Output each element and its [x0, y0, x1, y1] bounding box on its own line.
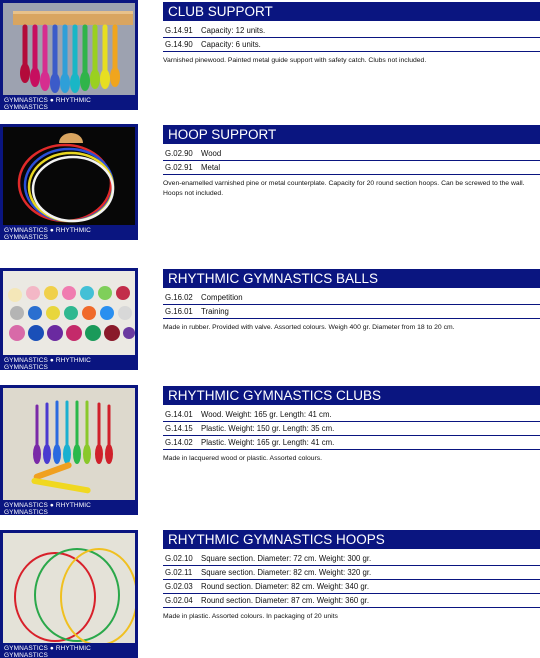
product-code: G.16.01	[165, 307, 193, 316]
product-photo	[0, 385, 138, 515]
code-row	[163, 161, 540, 175]
product-photo	[0, 0, 138, 110]
product-spec: Wood. Weight: 165 gr. Length: 41 cm.	[201, 410, 332, 419]
product-code: G.14.02	[165, 438, 193, 447]
photo-caption: GYMNASTICS ● RHYTHMIC GYMNASTICS	[1, 500, 137, 514]
code-row	[163, 594, 540, 608]
product-spec: Wood	[201, 149, 222, 158]
code-row	[163, 305, 540, 319]
product-spec: Metal	[201, 163, 221, 172]
photo-caption: GYMNASTICS ● RHYTHMIC GYMNASTICS	[1, 643, 137, 657]
product-code: G.02.90	[165, 149, 193, 158]
hoops-image	[3, 533, 135, 645]
section-title: RHYTHMIC GYMNASTICS BALLS	[163, 269, 540, 288]
product-description: Made in lacquered wood or plastic. Assorted colours.	[163, 455, 323, 462]
product-description: Varnished pinewood. Painted metal guide support with safety catch. Clubs not included.	[163, 57, 427, 64]
code-table	[163, 147, 540, 175]
code-row	[163, 147, 540, 161]
product-spec: Training	[201, 307, 229, 316]
code-table	[163, 408, 540, 450]
product-spec: Square section. Diameter: 72 cm. Weight: 300 gr.	[201, 554, 372, 563]
product-code: G.16.02	[165, 293, 193, 302]
clubs-image	[3, 388, 135, 502]
product-spec: Capacity: 12 units.	[201, 26, 266, 35]
product-spec: Plastic. Weight: 150 gr. Length: 35 cm.	[201, 424, 335, 433]
photo-caption: GYMNASTICS ● RHYTHMIC GYMNASTICS	[1, 355, 137, 369]
code-table	[163, 291, 540, 319]
product-code: G.14.90	[165, 40, 193, 49]
section-title: HOOP SUPPORT	[163, 125, 540, 144]
section-title: CLUB SUPPORT	[163, 2, 540, 21]
product-description: Oven-enamelled varnished pine or metal counterplate. Capacity for 20 round section hoops. Can be screwed to the wall. Hoops not included.	[163, 180, 525, 197]
photo-caption: GYMNASTICS ● RHYTHMIC GYMNASTICS	[1, 95, 137, 109]
photo-caption: GYMNASTICS ● RHYTHMIC GYMNASTICS	[1, 225, 137, 239]
product-code: G.02.11	[165, 568, 193, 577]
section-title: RHYTHMIC GYMNASTICS CLUBS	[163, 386, 540, 405]
code-row	[163, 422, 540, 436]
product-photo	[0, 124, 138, 240]
code-row	[163, 580, 540, 594]
product-code: G.14.15	[165, 424, 193, 433]
product-description: Made in rubber. Provided with valve. Assorted colours. Weigh 400 gr. Diameter from 18 to 20 cm.	[163, 324, 455, 331]
code-row	[163, 24, 540, 38]
product-photo	[0, 268, 138, 370]
product-code: G.02.03	[165, 582, 193, 591]
product-code: G.02.91	[165, 163, 193, 172]
product-photo	[0, 530, 138, 658]
code-row	[163, 408, 540, 422]
section-title: RHYTHMIC GYMNASTICS HOOPS	[163, 530, 540, 549]
product-code: G.14.01	[165, 410, 193, 419]
club-support-image	[3, 3, 135, 97]
code-table	[163, 24, 540, 52]
product-spec: Round section. Diameter: 82 cm. Weight: 340 gr.	[201, 582, 370, 591]
balls-image	[3, 271, 135, 357]
product-code: G.14.91	[165, 26, 193, 35]
code-row	[163, 552, 540, 566]
hoop-support-image	[3, 127, 135, 227]
code-row	[163, 291, 540, 305]
code-row	[163, 566, 540, 580]
product-spec: Plastic. Weight: 165 gr. Length: 41 cm.	[201, 438, 335, 447]
product-code: G.02.04	[165, 596, 193, 605]
product-spec: Round section. Diameter: 87 cm. Weight: 360 gr.	[201, 596, 370, 605]
product-spec: Capacity: 6 units.	[201, 40, 261, 49]
product-spec: Competition	[201, 293, 243, 302]
code-table	[163, 552, 540, 608]
product-spec: Square section. Diameter: 82 cm. Weight: 320 gr.	[201, 568, 372, 577]
product-code: G.02.10	[165, 554, 193, 563]
product-description: Made in plastic. Assorted colours. In packaging of 20 units	[163, 613, 338, 620]
code-row	[163, 38, 540, 52]
code-row	[163, 436, 540, 450]
